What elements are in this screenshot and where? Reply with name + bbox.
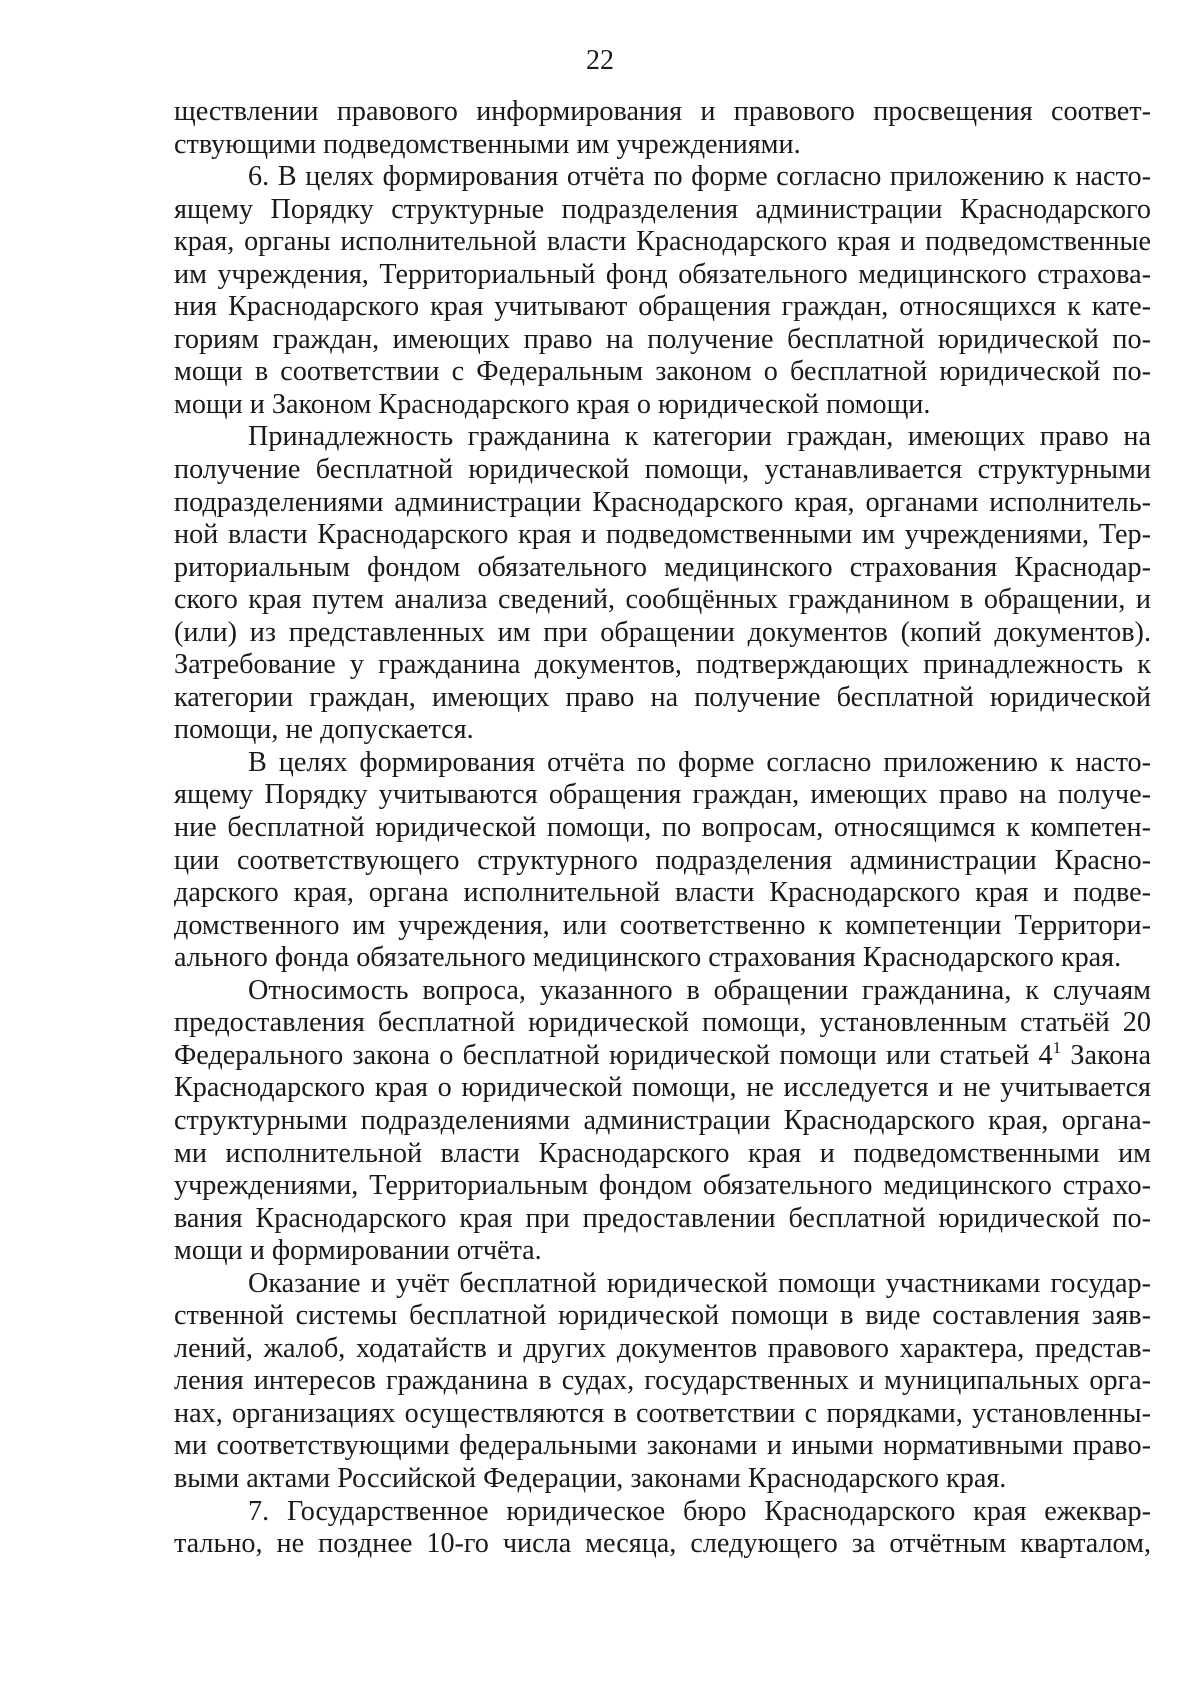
text-segment: Федерального закона о бесплатной юридической помощи или статьей 4 (174, 1039, 1053, 1071)
text-line-with-superscript (174, 1037, 1151, 1073)
text-line: домственного им учреждения, или соответственно к компетенции Территори- (174, 909, 1151, 941)
text-line: ния Краснодарского края учитывают обращения граждан, относящихся к кате- (174, 291, 1151, 323)
paragraph-item-7 (174, 1496, 1151, 1561)
text-line: ального фонда обязательного медицинского страхования Краснодарского края. (174, 942, 1122, 974)
text-line: В целях формирования отчёта по форме согласно приложению к насто- (248, 746, 1151, 778)
text-line: мощи и формировании отчёта. (174, 1235, 542, 1267)
paragraph-question-relevance (174, 975, 1151, 1268)
paragraph-continuation (174, 96, 1151, 161)
page-number: 22 (586, 45, 614, 76)
text-line: предоставления бесплатной юридической помощи, установленным статьёй 20 (174, 1007, 1151, 1039)
text-line: ского края путем анализа сведений, сообщённых гражданином в обращении, и (174, 584, 1151, 616)
paragraph-legal-aid-provision (174, 1268, 1151, 1496)
text-line: Краснодарского края о юридической помощи, не исследуется и не учитывается (174, 1072, 1151, 1104)
text-line: получение бесплатной юридической помощи, устанавливается структурными (174, 454, 1151, 486)
text-line: учреждениями, Территориальным фондом обязательного медицинского страхо- (174, 1170, 1151, 1202)
text-line: риториальным фондом обязательного медицинского страхования Краснодар- (174, 551, 1151, 583)
text-line: ственной системы бесплатной юридической помощи в виде составления заяв- (174, 1300, 1151, 1332)
text-line: (или) из представленных им при обращении документов (копий документов). (174, 616, 1151, 648)
text-line: ящему Порядку структурные подразделения администрации Краснодарского (174, 193, 1151, 225)
paragraph-citizen-category (174, 421, 1151, 746)
paragraph-report-forming (174, 747, 1151, 975)
text-line: 7. Государственное юридическое бюро Краснодарского края ежеквар- (248, 1495, 1151, 1527)
paragraph-item-6 (174, 161, 1151, 421)
text-line: мощи и Законом Краснодарского края о юридической помощи. (174, 388, 931, 420)
text-line: Относимость вопроса, указанного в обращении гражданина, к случаям (248, 974, 1151, 1006)
text-line: ствующими подведомственными им учреждениями. (174, 128, 801, 160)
text-line: помощи, не допускается. (174, 714, 474, 746)
text-line: ми исполнительной власти Краснодарского края и подведомственными им (174, 1137, 1151, 1169)
text-line: структурными подразделениями администрации Краснодарского края, органа- (174, 1104, 1151, 1136)
text-line: ществлении правового информирования и правового просвещения соответ- (174, 96, 1151, 127)
text-line: ми соответствующими федеральными законами и иными нормативными право- (174, 1430, 1151, 1462)
text-line: тально, не позднее 10-го числа месяца, следующего за отчётным кварталом, (174, 1528, 1151, 1560)
superscript-mark: 1 (1052, 1037, 1062, 1057)
text-line: им учреждения, Территориальный фонд обязательного медицинского страхова- (174, 258, 1151, 290)
text-line: нах, организациях осуществляются в соответствии с порядками, установленны- (174, 1397, 1151, 1429)
text-line: Принадлежность гражданина к категории граждан, имеющих право на (248, 421, 1151, 453)
text-line: ние бесплатной юридической помощи, по вопросам, относящимся к компетен- (174, 812, 1151, 844)
text-line: Затребование у гражданина документов, подтверждающих принадлежность к (174, 649, 1151, 681)
text-line: выми актами Российской Федерации, законами Краснодарского края. (174, 1462, 1007, 1494)
text-line: 6. В целях формирования отчёта по форме согласно приложению к насто- (248, 161, 1151, 193)
text-line: подразделениями администрации Краснодарского края, органами исполнитель- (174, 486, 1151, 518)
text-line: ной власти Краснодарского края и подведомственными им учреждениями, Тер- (174, 519, 1151, 551)
text-line: лений, жалоб, ходатайств и других документов правового характера, представ- (174, 1332, 1151, 1364)
text-line: ящему Порядку учитываются обращения граждан, имеющих право на получе- (174, 779, 1151, 811)
text-line: края, органы исполнительной власти Краснодарского края и подведомственные (174, 226, 1151, 258)
body-text (174, 96, 1151, 1561)
text-line: гориям граждан, имеющих право на получение бесплатной юридической по- (174, 323, 1151, 355)
text-line: вания Краснодарского края при предоставлении бесплатной юридической по- (174, 1202, 1151, 1234)
text-line: ции соответствующего структурного подразделения администрации Красно- (174, 844, 1151, 876)
text-line: Оказание и учёт бесплатной юридической помощи участниками государ- (248, 1267, 1151, 1299)
text-line: категории граждан, имеющих право на получение бесплатной юридической (174, 681, 1151, 713)
text-line: ления интересов гражданина в судах, государственных и муниципальных орга- (174, 1365, 1151, 1397)
text-line: дарского края, органа исполнительной власти Краснодарского края и подве- (174, 877, 1151, 909)
text-segment: Закона (1061, 1039, 1151, 1071)
text-line: мощи в соответствии с Федеральным законом о бесплатной юридической по- (174, 356, 1151, 388)
